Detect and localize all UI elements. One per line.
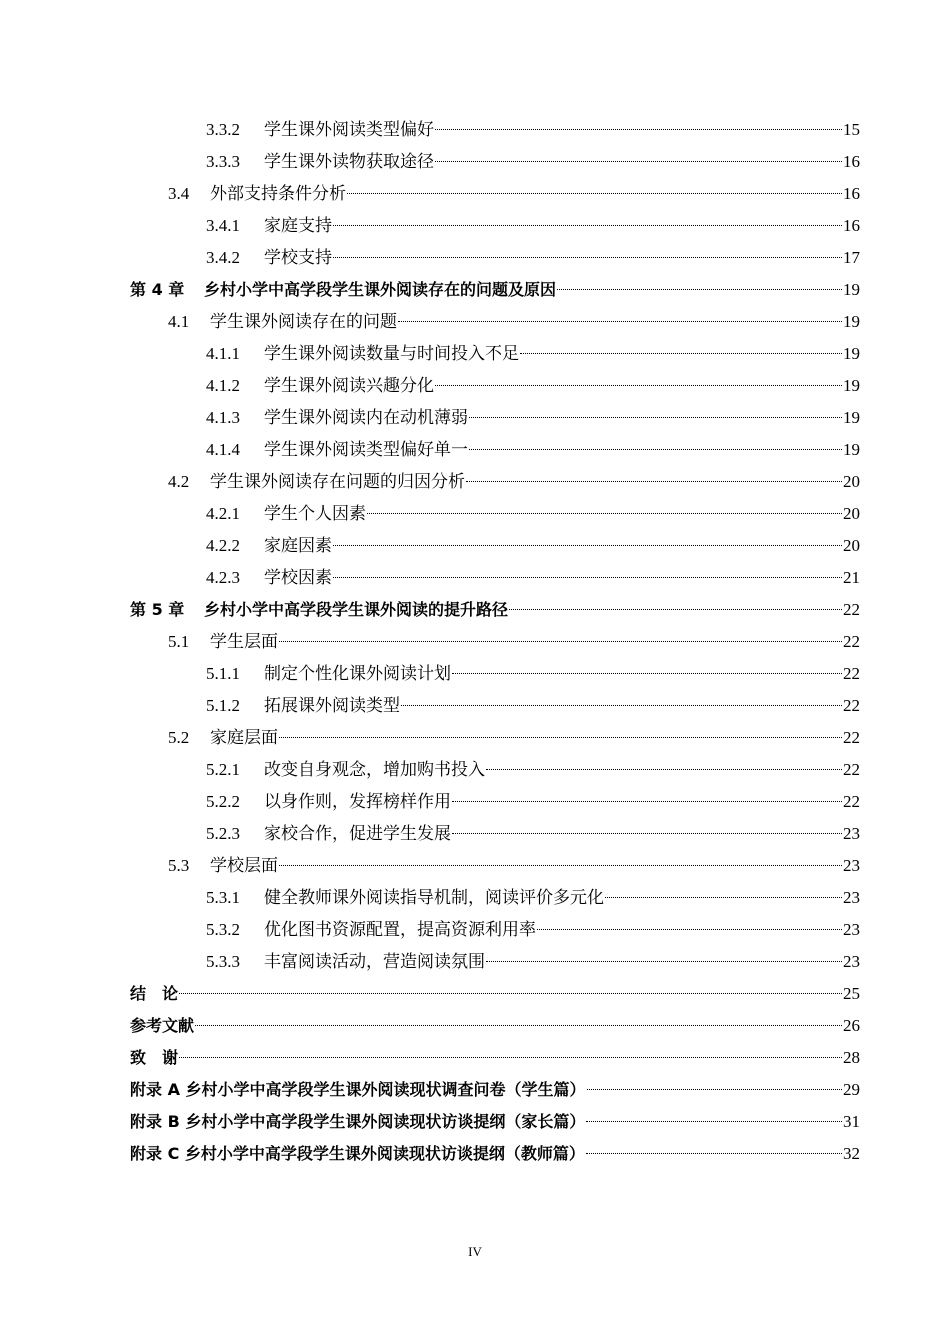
toc-entry-title: 拓展课外阅读类型 <box>264 696 400 715</box>
toc-entry-page: 19 <box>843 280 860 299</box>
toc-entry[interactable] <box>130 1074 860 1106</box>
toc-entry-page: 22 <box>843 792 860 811</box>
toc-entry[interactable] <box>130 722 860 754</box>
table-of-contents <box>130 114 860 1170</box>
toc-entry-page: 23 <box>843 856 860 875</box>
toc-entry[interactable] <box>130 946 860 978</box>
toc-entry-title: 学生课外阅读内在动机薄弱 <box>264 408 468 427</box>
toc-entry-number: 4.2.2 <box>206 536 240 555</box>
toc-entry-page: 23 <box>843 888 860 907</box>
toc-entry-page: 16 <box>843 152 860 171</box>
toc-entry[interactable] <box>130 882 860 914</box>
toc-entry-title: 学生课外阅读兴趣分化 <box>264 376 434 395</box>
toc-entry[interactable] <box>130 146 860 178</box>
toc-entry-page: 29 <box>843 1080 860 1099</box>
toc-entry-number: 5.3.1 <box>206 888 240 907</box>
toc-dot-leader <box>179 993 842 994</box>
toc-entry[interactable] <box>130 1042 860 1074</box>
toc-entry-title: 附录 C 乡村小学中高学段学生课外阅读现状访谈提纲（教师篇） <box>130 1144 585 1163</box>
toc-entry-title: 致 谢 <box>130 1048 179 1067</box>
toc-entry-number: 4.1.3 <box>206 408 240 427</box>
toc-entry-page: 23 <box>843 952 860 971</box>
toc-dot-leader <box>333 225 842 226</box>
toc-entry-number: 4.1.2 <box>206 376 240 395</box>
toc-entry-title: 学生课外读物获取途径 <box>264 152 434 171</box>
toc-entry-title: 家庭因素 <box>264 536 332 555</box>
toc-entry[interactable] <box>130 210 860 242</box>
toc-dot-leader <box>179 1057 842 1058</box>
toc-entry-title: 学生层面 <box>210 632 278 651</box>
toc-dot-leader <box>452 801 842 802</box>
toc-dot-leader <box>367 513 842 514</box>
toc-dot-leader <box>586 1121 842 1122</box>
toc-dot-leader <box>435 161 842 162</box>
toc-entry[interactable] <box>130 818 860 850</box>
toc-dot-leader <box>347 193 842 194</box>
toc-entry-title: 外部支持条件分析 <box>210 184 346 203</box>
toc-entry[interactable] <box>130 530 860 562</box>
toc-entry-page: 21 <box>843 568 860 587</box>
toc-entry-page: 19 <box>843 344 860 363</box>
toc-entry-page: 22 <box>843 696 860 715</box>
toc-entry-title: 结 论 <box>130 984 179 1003</box>
toc-entry-title: 学校因素 <box>264 568 332 587</box>
toc-entry-number: 5.2.2 <box>206 792 240 811</box>
toc-entry-number: 5.3 <box>168 856 190 875</box>
toc-entry[interactable] <box>130 370 860 402</box>
toc-entry-title: 学校层面 <box>210 856 278 875</box>
toc-entry-title: 丰富阅读活动，营造阅读氛围 <box>264 952 485 971</box>
toc-entry[interactable] <box>130 242 860 274</box>
toc-entry-title: 乡村小学中高学段学生课外阅读存在的问题及原因 <box>204 280 557 299</box>
toc-dot-leader <box>486 961 842 962</box>
toc-dot-leader <box>401 705 842 706</box>
toc-entry-number: 5.1.1 <box>206 664 240 683</box>
toc-entry-title: 家庭支持 <box>264 216 332 235</box>
toc-entry-number: 5.3.3 <box>206 952 240 971</box>
toc-entry-page: 19 <box>843 440 860 459</box>
toc-dot-leader <box>333 545 842 546</box>
toc-entry-title: 学生课外阅读存在问题的归因分析 <box>210 472 465 491</box>
toc-dot-leader <box>520 353 842 354</box>
toc-entry-page: 23 <box>843 920 860 939</box>
toc-entry-title: 学生个人因素 <box>264 504 366 523</box>
toc-entry-number: 5.1 <box>168 632 190 651</box>
toc-entry-page: 22 <box>843 664 860 683</box>
toc-dot-leader <box>279 865 842 866</box>
toc-entry-title: 家校合作，促进学生发展 <box>264 824 451 843</box>
toc-entry[interactable] <box>130 402 860 434</box>
toc-entry-title: 学生课外阅读类型偏好单一 <box>264 440 468 459</box>
toc-entry[interactable] <box>130 498 860 530</box>
toc-entry[interactable] <box>130 754 860 786</box>
toc-entry-page: 19 <box>843 312 860 331</box>
toc-dot-leader <box>469 417 842 418</box>
toc-entry[interactable] <box>130 1106 860 1138</box>
toc-entry-page: 20 <box>843 472 860 491</box>
toc-entry-number: 4.1 <box>168 312 190 331</box>
toc-entry-title: 学校支持 <box>264 248 332 267</box>
toc-entry-title: 附录 B 乡村小学中高学段学生课外阅读现状访谈提纲（家长篇） <box>130 1112 586 1131</box>
toc-entry-page: 31 <box>843 1112 860 1131</box>
page-footer-number: IV <box>468 1244 482 1259</box>
toc-entry-title: 附录 A 乡村小学中高学段学生课外阅读现状调查问卷（学生篇） <box>130 1080 586 1099</box>
toc-dot-leader <box>557 289 842 290</box>
toc-dot-leader <box>452 673 842 674</box>
toc-entry-title: 改变自身观念，增加购书投入 <box>264 760 485 779</box>
toc-entry-number: 第 5 章 <box>130 600 185 619</box>
toc-entry-title: 家庭层面 <box>210 728 278 747</box>
toc-entry-number: 3.3.3 <box>206 152 240 171</box>
toc-entry-title: 学生课外阅读类型偏好 <box>264 120 434 139</box>
toc-entry[interactable] <box>130 690 860 722</box>
toc-entry-page: 28 <box>843 1048 860 1067</box>
toc-entry[interactable] <box>130 658 860 690</box>
toc-dot-leader <box>279 641 842 642</box>
toc-entry-page: 17 <box>843 248 860 267</box>
toc-entry-title: 学生课外阅读数量与时间投入不足 <box>264 344 519 363</box>
toc-entry-page: 22 <box>843 728 860 747</box>
toc-entry-page: 26 <box>843 1016 860 1035</box>
toc-dot-leader <box>195 1025 842 1026</box>
toc-entry[interactable] <box>130 594 860 626</box>
toc-entry-page: 16 <box>843 216 860 235</box>
toc-entry-title: 乡村小学中高学段学生课外阅读的提升路径 <box>204 600 509 619</box>
toc-entry-page: 16 <box>843 184 860 203</box>
toc-entry-page: 32 <box>843 1144 860 1163</box>
toc-entry-title: 学生课外阅读存在的问题 <box>210 312 397 331</box>
toc-entry-page: 20 <box>843 536 860 555</box>
toc-entry-title: 制定个性化课外阅读计划 <box>264 664 451 683</box>
toc-dot-leader <box>486 769 842 770</box>
toc-dot-leader <box>537 929 842 930</box>
toc-dot-leader <box>469 449 842 450</box>
toc-dot-leader <box>586 1153 842 1154</box>
toc-entry[interactable] <box>130 338 860 370</box>
toc-dot-leader <box>279 737 842 738</box>
toc-entry[interactable] <box>130 626 860 658</box>
toc-entry-title: 优化图书资源配置，提高资源利用率 <box>264 920 536 939</box>
toc-entry[interactable] <box>130 434 860 466</box>
toc-entry[interactable] <box>130 178 860 210</box>
toc-entry-title: 健全教师课外阅读指导机制，阅读评价多元化 <box>264 888 604 907</box>
toc-entry-page: 22 <box>843 760 860 779</box>
toc-entry[interactable] <box>130 466 860 498</box>
toc-entry-page: 22 <box>843 632 860 651</box>
toc-dot-leader <box>333 577 842 578</box>
toc-dot-leader <box>398 321 842 322</box>
toc-entry-number: 5.3.2 <box>206 920 240 939</box>
toc-entry-page: 19 <box>843 408 860 427</box>
toc-entry-number: 第 4 章 <box>130 280 185 299</box>
toc-entry-page: 20 <box>843 504 860 523</box>
toc-entry-page: 25 <box>843 984 860 1003</box>
toc-entry-title: 参考文献 <box>130 1016 195 1035</box>
toc-entry-page: 22 <box>843 600 860 619</box>
toc-dot-leader <box>466 481 842 482</box>
toc-entry-number: 5.1.2 <box>206 696 240 715</box>
toc-entry[interactable] <box>130 914 860 946</box>
toc-entry-number: 3.4.1 <box>206 216 240 235</box>
toc-entry-number: 5.2 <box>168 728 190 747</box>
toc-entry-page: 15 <box>843 120 860 139</box>
toc-entry[interactable] <box>130 114 860 146</box>
toc-entry-number: 3.4 <box>168 184 190 203</box>
toc-entry-title: 以身作则，发挥榜样作用 <box>264 792 451 811</box>
toc-dot-leader <box>435 385 842 386</box>
toc-entry-number: 5.2.3 <box>206 824 240 843</box>
toc-dot-leader <box>333 257 842 258</box>
toc-entry[interactable] <box>130 306 860 338</box>
toc-entry[interactable] <box>130 562 860 594</box>
toc-entry-number: 4.2.3 <box>206 568 240 587</box>
toc-entry[interactable] <box>130 850 860 882</box>
toc-entry-page: 23 <box>843 824 860 843</box>
toc-dot-leader <box>509 609 842 610</box>
toc-entry-number: 5.2.1 <box>206 760 240 779</box>
toc-entry-number: 4.1.1 <box>206 344 240 363</box>
toc-entry-number: 4.2 <box>168 472 190 491</box>
toc-entry-number: 3.3.2 <box>206 120 240 139</box>
toc-entry-number: 3.4.2 <box>206 248 240 267</box>
toc-dot-leader <box>605 897 842 898</box>
toc-dot-leader <box>587 1089 842 1090</box>
toc-entry-number: 4.2.1 <box>206 504 240 523</box>
toc-entry[interactable] <box>130 1010 860 1042</box>
toc-entry[interactable] <box>130 1138 860 1170</box>
toc-entry[interactable] <box>130 978 860 1010</box>
toc-entry-number: 4.1.4 <box>206 440 240 459</box>
toc-entry[interactable] <box>130 274 860 306</box>
toc-entry[interactable] <box>130 786 860 818</box>
toc-entry-page: 19 <box>843 376 860 395</box>
toc-dot-leader <box>435 129 842 130</box>
toc-dot-leader <box>452 833 842 834</box>
